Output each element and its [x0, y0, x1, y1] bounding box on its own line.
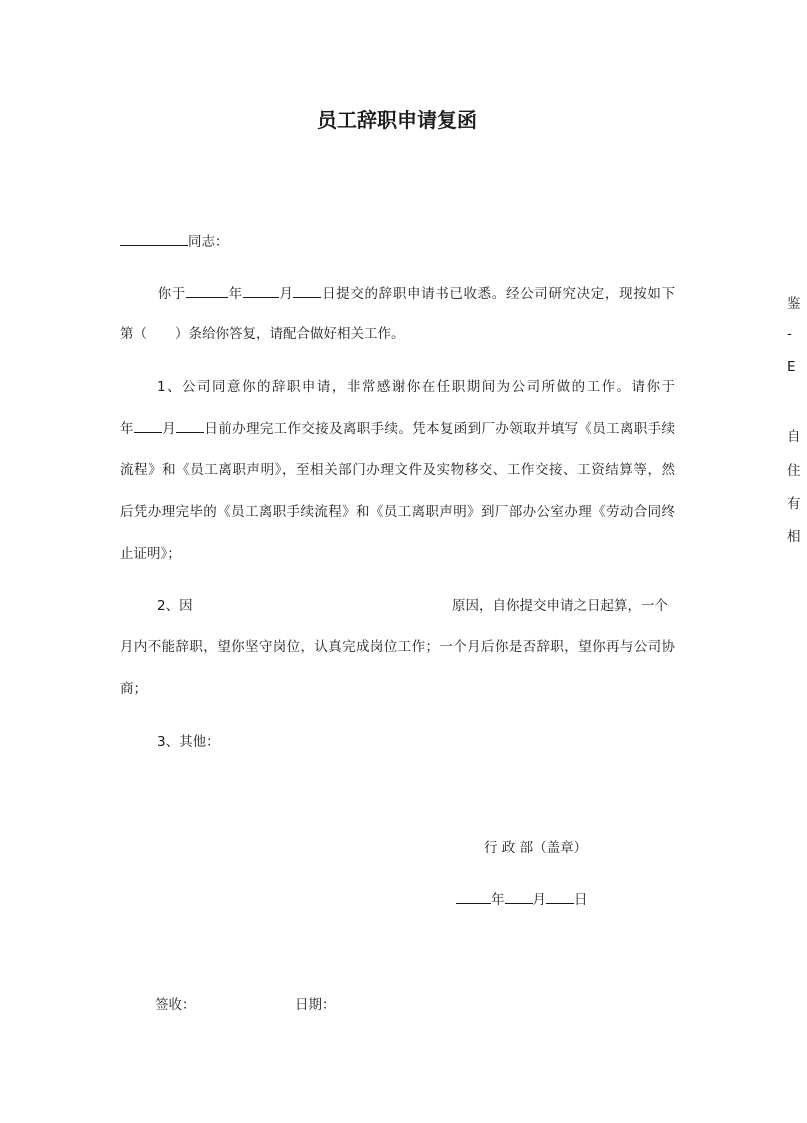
day-blank — [176, 418, 204, 433]
intro-line-2 — [120, 324, 405, 344]
receipt-label: 签收： — [155, 997, 196, 1013]
year-blank — [456, 889, 491, 904]
edge-fragment: 有 — [787, 496, 801, 512]
signature-date — [456, 888, 588, 908]
text: 原因，自你提交申请之日起算，一个 — [452, 598, 668, 614]
text: 2、因 — [157, 598, 193, 614]
text: 年 — [491, 892, 505, 908]
month-blank — [243, 283, 279, 298]
dept-seal: 行 政 部（盖章） — [484, 840, 588, 856]
item1-line-2 — [120, 418, 675, 439]
day-blank — [293, 283, 321, 298]
text: 年 — [120, 421, 134, 437]
edge-fragment: E — [787, 359, 796, 375]
name-blank — [120, 231, 188, 246]
date-label: 日期： — [295, 997, 336, 1013]
month-blank — [134, 418, 162, 433]
item1-line-4: 后凭办理完毕的《员工离职手续流程》和《员工离职声明》到厂部办公室办理《劳动合同终 — [120, 504, 675, 520]
edge-fragment: 自 — [787, 429, 801, 445]
edge-fragment: 相 — [787, 529, 801, 545]
item1-line-5: 止证明》； — [120, 546, 181, 562]
text: ）条给你答复，请配合做好相关工作。 — [175, 326, 405, 342]
intro-line-1 — [120, 283, 675, 304]
year-blank — [186, 283, 228, 298]
text: 日 — [574, 892, 588, 908]
text: 1、公司同意你的辞职申请，非常感谢你在任职期间为公司所做的工作。请你于 — [157, 379, 675, 395]
item1-line-3: 流程》和《员工离职声明》，至相关部门办理文件及实物移交、工作交接、工资结算等，然 — [120, 462, 675, 478]
text: 你于 — [157, 286, 186, 302]
text: 第（ — [120, 326, 147, 342]
item3-label — [120, 732, 220, 752]
item1-line-1 — [120, 377, 675, 397]
edge-fragment: 鉴 — [787, 296, 801, 312]
text: 月 — [532, 892, 546, 908]
text: 日提交的辞职申请书已收悉。经公司研究决定，现按如下 — [321, 286, 675, 302]
text: 月 — [278, 286, 294, 302]
text: 年 — [227, 286, 243, 302]
document-title: 员工辞职申请复函 — [317, 108, 477, 132]
text: 日前办理完工作交接及离职手续。凭本复函到厂办领取并填写《员工离职手续 — [204, 421, 676, 437]
day-blank — [546, 889, 574, 904]
item2-line-1 — [120, 596, 675, 616]
item2-line-3: 商； — [120, 681, 147, 697]
salutation-suffix: 同志： — [188, 234, 229, 250]
month-blank — [505, 889, 533, 904]
edge-fragment: 住 — [787, 463, 801, 479]
edge-fragment: - — [787, 326, 792, 342]
text: 月 — [161, 421, 177, 437]
item2-line-2: 月内不能辞职，望你坚守岗位，认真完成岗位工作；一个月后你是否辞职，望你再与公司协 — [120, 639, 675, 655]
salutation — [120, 231, 229, 252]
text: 3、其他： — [157, 734, 220, 750]
